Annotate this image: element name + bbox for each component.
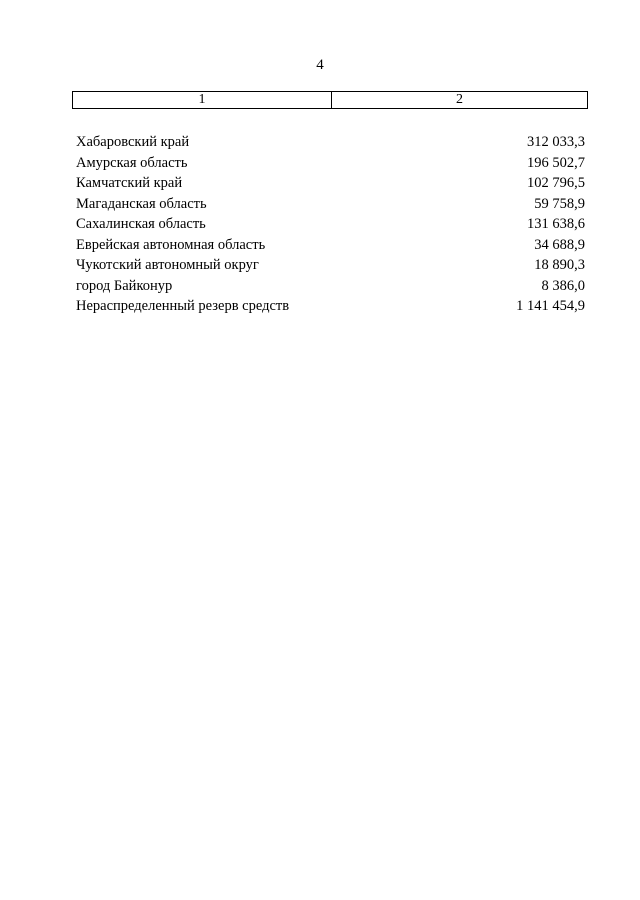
table-row — [76, 255, 585, 276]
row-value: 312 033,3 — [527, 134, 585, 150]
column-header-2: 2 — [456, 92, 463, 107]
row-name: Чукотский автономный округ — [76, 257, 259, 273]
row-value: 196 502,7 — [527, 154, 585, 171]
row-name: Еврейская автономная область — [76, 236, 266, 253]
row-value: 102 796,5 — [527, 175, 585, 191]
page-number: 4 — [316, 57, 324, 73]
row-value: 34 688,9 — [534, 236, 585, 253]
row-value: 18 890,3 — [534, 257, 585, 273]
table-body — [76, 132, 585, 317]
row-name: Камчатский край — [76, 175, 183, 191]
table-row — [76, 235, 585, 256]
table-row — [76, 173, 585, 194]
row-name: Сахалинская область — [76, 216, 206, 232]
row-name: Амурская область — [76, 154, 188, 171]
table-row — [76, 296, 585, 317]
row-value: 8 386,0 — [541, 277, 585, 294]
table-row — [76, 194, 585, 215]
row-name: Хабаровский край — [76, 134, 190, 150]
row-name: Магаданская область — [76, 195, 207, 212]
row-value: 59 758,9 — [534, 195, 585, 212]
row-name: Нераспределенный резерв средств — [76, 298, 290, 314]
row-name: город Байконур — [76, 277, 173, 294]
row-value: 1 141 454,9 — [516, 298, 585, 314]
table-row — [76, 276, 585, 297]
column-header-1: 1 — [73, 92, 332, 108]
row-value: 131 638,6 — [527, 216, 585, 232]
table-row — [76, 214, 585, 235]
table-row — [76, 132, 585, 153]
table-row — [76, 153, 585, 174]
table-header — [72, 91, 588, 109]
